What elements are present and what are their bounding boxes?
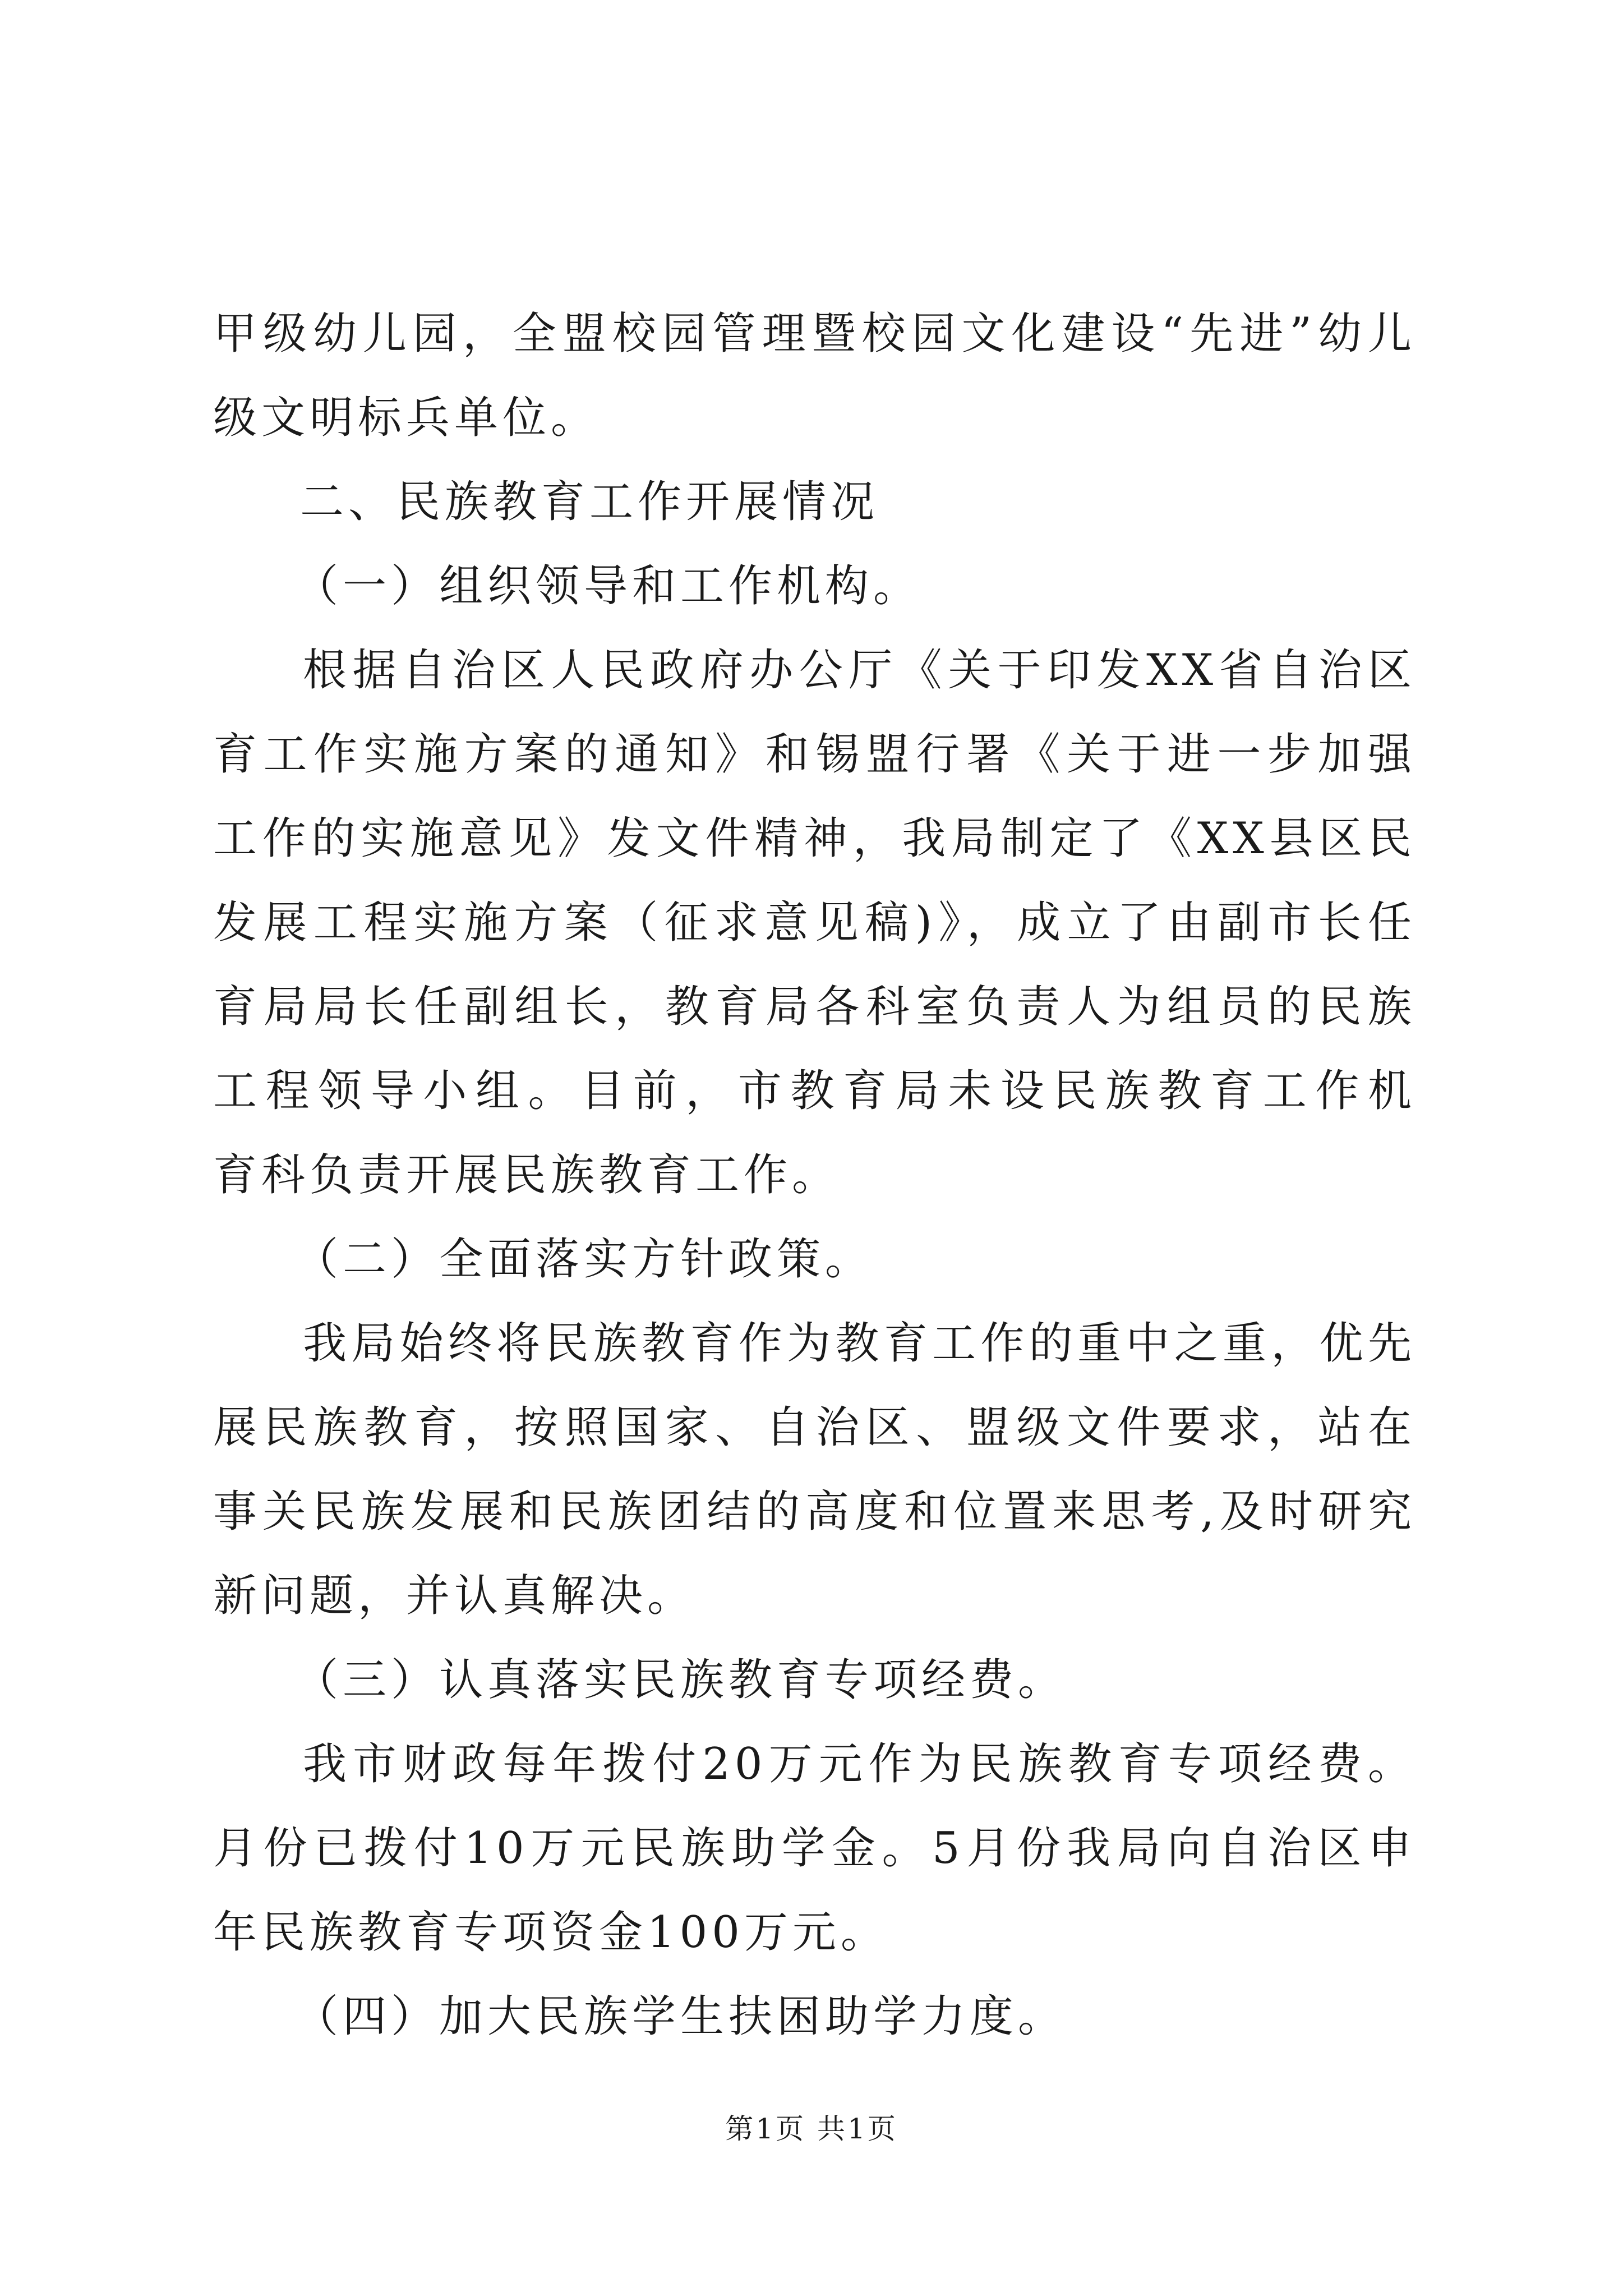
text-line: 发展工程实施方案（征求意见稿)》，成立了由副市长任 xyxy=(213,898,1416,948)
page-number: 第1页 共1页 xyxy=(725,2113,898,2145)
text-line: 育局局长任副组长，教育局各科室负责人为组员的民族 xyxy=(213,982,1416,1032)
subsection-heading: （二）全面落实方针政策。 xyxy=(294,1234,874,1285)
text-line: 新问题，并认真解决。 xyxy=(213,1571,696,1621)
paragraph-first-line: 我市财政每年拨付20万元作为民族教育专项经费。 xyxy=(303,1739,1416,1789)
text-line: 育工作实施方案的通知》和锡盟行署《关于进一步加强 xyxy=(213,729,1416,780)
text-line: 工作的实施意见》发文件精神，我局制定了《XX县区民 xyxy=(213,813,1416,864)
text-line: 级文明标兵单位。 xyxy=(213,393,600,443)
text-line: 月份已拨付10万元民族助学金。5月份我局向自治区申 xyxy=(213,1823,1416,1874)
document-body xyxy=(213,292,1416,2059)
subsection-heading: （三）认真落实民族教育专项经费。 xyxy=(294,1655,1067,1705)
section-heading: 二、民族教育工作开展情况 xyxy=(300,477,879,527)
text-line: 展民族教育，按照国家、自治区、盟级文件要求，站在 xyxy=(213,1402,1416,1453)
subsection-heading: （四）加大民族学生扶困助学力度。 xyxy=(294,1991,1067,2042)
text-line: 甲级幼儿园，全盟校园管理暨校园文化建设“先进”幼儿 xyxy=(213,309,1416,359)
text-line: 育科负责开展民族教育工作。 xyxy=(213,1150,841,1200)
page-footer xyxy=(0,2109,1623,2148)
paragraph-first-line: 我局始终将民族教育作为教育工作的重中之重，优先 xyxy=(303,1318,1416,1369)
text-line: 事关民族发展和民族团结的高度和位置来思考,及时研究 xyxy=(213,1487,1416,1537)
paragraph-first-line: 根据自治区人民政府办公厅《关于印发XX省自治区 xyxy=(303,645,1416,696)
subsection-heading: （一）组织领导和工作机构。 xyxy=(294,561,922,611)
text-line: 工程领导小组。目前，市教育局未设民族教育工作机 xyxy=(213,1066,1416,1116)
text-line: 年民族教育专项资金100万元。 xyxy=(213,1907,889,1958)
